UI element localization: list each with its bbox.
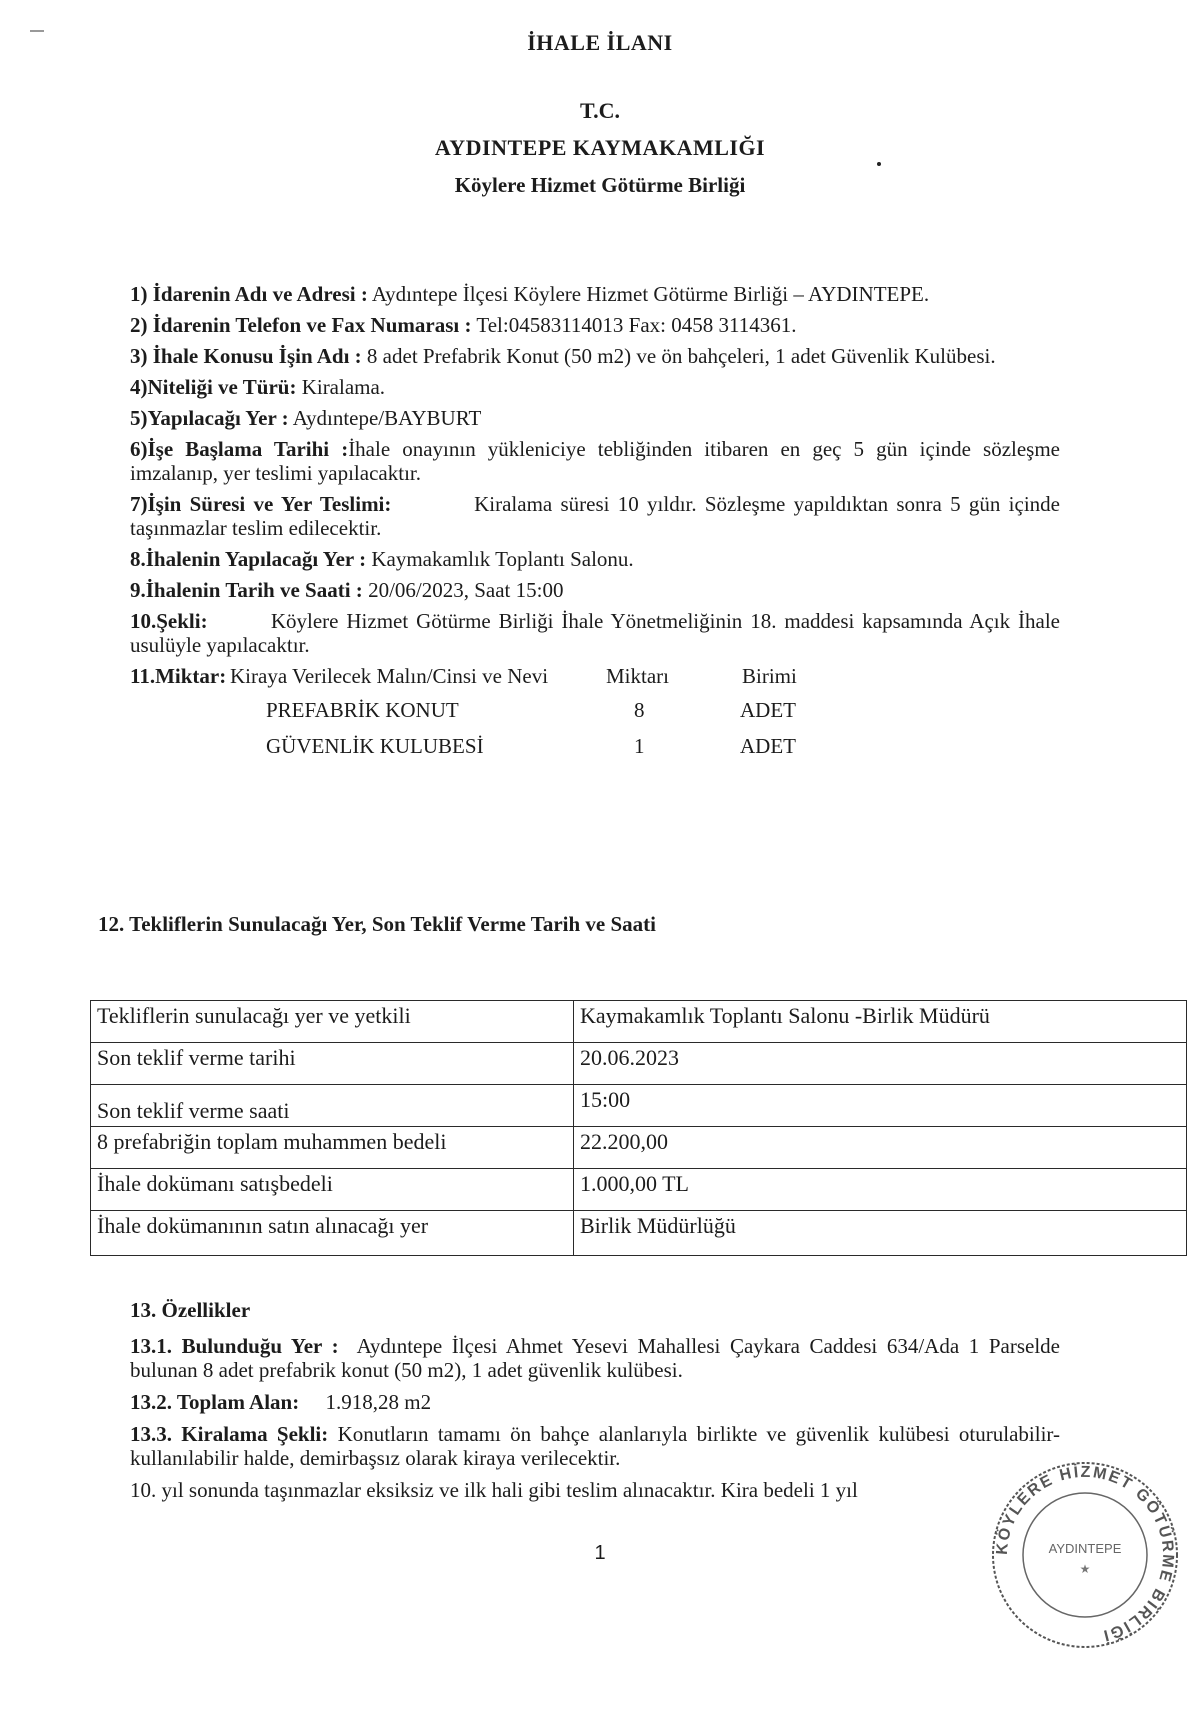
item-label: 3) İhale Konusu İşin Adı : xyxy=(130,344,362,368)
quantity-item-name: PREFABRİK KONUT xyxy=(266,698,459,722)
item-text: Konutların tamamı ön bahçe alanlarıyla birlikte ve güvenlik kulübesi oturulabilir-kullanılabilir halde, demirbaşsız olarak kiraya verilecektir. xyxy=(130,1422,1060,1470)
table-key: İhale dokümanı satışbedeli xyxy=(91,1169,574,1211)
quantity-item-count: 1 xyxy=(634,734,645,758)
item-1 xyxy=(130,282,1060,306)
item-text: 1.918,28 m2 xyxy=(299,1390,432,1414)
item-7 xyxy=(130,492,1066,540)
header-tc: T.C. xyxy=(580,98,620,123)
quantity-row xyxy=(130,698,1060,732)
section-12-title: 12. Tekliflerin Sunulacağı Yer, Son Teklif Verme Tarih ve Saati xyxy=(98,912,656,936)
section-13-item xyxy=(130,1334,1066,1382)
item-label: 13.2. Toplam Alan: xyxy=(130,1390,300,1414)
table-value: 15:00 xyxy=(574,1085,1187,1127)
quantity-item-name: GÜVENLİK KULUBESİ xyxy=(266,734,484,758)
page-number: 1 xyxy=(594,1542,606,1564)
table-key: 8 prefabriğin toplam muhammen bedeli xyxy=(91,1127,574,1169)
section-13-title: 13. Özellikler xyxy=(130,1298,251,1322)
section-13 xyxy=(130,1298,1066,1510)
item-9 xyxy=(130,578,1060,602)
item-2 xyxy=(130,313,1060,337)
item-3 xyxy=(130,344,1060,368)
svg-text:KÖYLERE HİZMET GÖTÜRME BİRLİĞİ: KÖYLERE HİZMET GÖTÜRME BİRLİĞİ xyxy=(993,1463,1177,1645)
item-text: 20/06/2023, Saat 15:00 xyxy=(362,578,564,602)
section-13-item xyxy=(130,1478,1060,1502)
item-text: Aydıntepe İlçesi Ahmet Yesevi Mahallesi Çaykara Caddesi 634/Ada 1 Parselde bulunan 8 adet prefabrik konut (50 m2), 1 adet güvenlik kulübesi. xyxy=(130,1334,1066,1382)
item-label: 6)İşe Başlama Tarihi : xyxy=(130,437,349,461)
item-text: 8 adet Prefabrik Konut (50 m2) ve ön bahçeleri, 1 adet Güvenlik Kulübesi. xyxy=(361,344,996,368)
table-value: Kaymakamlık Toplantı Salonu -Birlik Müdürü xyxy=(574,1001,1187,1043)
item-label: 4)Niteliği ve Türü: xyxy=(130,375,297,399)
notice-items xyxy=(130,282,1066,776)
item-4 xyxy=(130,375,1060,399)
document-title: İHALE İLANI xyxy=(527,30,673,55)
header-unit: Köylere Hizmet Götürme Birliği xyxy=(454,173,746,197)
item-label: 10.Şekli: xyxy=(130,609,208,633)
table-value: 22.200,00 xyxy=(574,1127,1187,1169)
quantity-label: 11.Miktar: xyxy=(130,664,227,688)
section-13-item xyxy=(130,1390,1060,1414)
item-label: 2) İdarenin Telefon ve Fax Numarası : xyxy=(130,313,472,337)
table-key: Son teklif verme tarihi xyxy=(91,1043,574,1085)
quantity-header-unit: Birimi xyxy=(742,664,797,688)
item-text: Aydıntepe/BAYBURT xyxy=(288,406,482,430)
table-row xyxy=(91,1043,1187,1085)
item-label: 13.1. Bulunduğu Yer : xyxy=(130,1334,339,1358)
scan-dot xyxy=(877,162,881,166)
svg-text:★: ★ xyxy=(1079,1562,1091,1576)
item-label: 1) İdarenin Adı ve Adresi : xyxy=(130,282,368,306)
bid-info-table xyxy=(90,1000,1187,1256)
item-label: 5)Yapılacağı Yer : xyxy=(130,406,289,430)
quantity-row xyxy=(130,734,1060,768)
quantity-block xyxy=(130,664,1060,776)
table-row xyxy=(91,1211,1187,1256)
table-row xyxy=(91,1169,1187,1211)
quantity-header-count: Miktarı xyxy=(606,664,669,688)
section-13-item xyxy=(130,1422,1060,1470)
item-label: 13.3. Kiralama Şekli: xyxy=(130,1422,329,1446)
table-key: Son teklif verme saati xyxy=(91,1085,574,1127)
quantity-item-unit: ADET xyxy=(740,698,796,722)
item-label: 8.İhalenin Yapılacağı Yer : xyxy=(130,547,367,571)
item-label: 9.İhalenin Tarih ve Saati : xyxy=(130,578,363,602)
quantity-item-unit: ADET xyxy=(740,734,796,758)
item-10 xyxy=(130,609,1066,657)
header-office: AYDINTEPE KAYMAKAMLIĞI xyxy=(434,135,766,160)
item-8 xyxy=(130,547,1060,571)
item-text: Kiralama. xyxy=(296,375,386,399)
table-row xyxy=(91,1127,1187,1169)
quantity-header-item: Kiraya Verilecek Malın/Cinsi ve Nevi xyxy=(230,664,549,688)
official-stamp-icon xyxy=(985,1455,1185,1650)
table-key: Tekliflerin sunulacağı yer ve yetkili xyxy=(91,1001,574,1043)
item-text: Kiralama süresi 10 yıldır. Sözleşme yapıldıktan sonra 5 gün içinde taşınmazlar teslim edilecektir. xyxy=(130,492,1066,540)
table-value: Birlik Müdürlüğü xyxy=(574,1211,1187,1256)
quantity-item-count: 8 xyxy=(634,698,645,722)
item-text: Kaymakamlık Toplantı Salonu. xyxy=(366,547,634,571)
item-text: Tel:04583114013 Fax: 0458 3114361. xyxy=(471,313,797,337)
item-text: Köylere Hizmet Götürme Birliği İhale Yönetmeliğinin 18. maddesi kapsamında Açık İhale usulüyle yapılacaktır. xyxy=(130,609,1066,657)
item-label: 7)İşin Süresi ve Yer Teslimi: xyxy=(130,492,392,516)
item-text: 10. yıl sonunda taşınmazlar eksiksiz ve ilk hali gibi teslim alınacaktır. Kira bedeli 1 yıl xyxy=(130,1478,858,1502)
quantity-header xyxy=(130,664,1060,694)
table-row xyxy=(91,1085,1187,1127)
table-row xyxy=(91,1001,1187,1043)
item-text: Aydıntepe İlçesi Köylere Hizmet Götürme Birliği – AYDINTEPE. xyxy=(367,282,930,306)
table-key: İhale dokümanının satın alınacağı yer xyxy=(91,1211,574,1256)
table-value: 20.06.2023 xyxy=(574,1043,1187,1085)
item-6 xyxy=(130,437,1060,485)
svg-text:AYDINTEPE: AYDINTEPE xyxy=(1048,1541,1122,1556)
item-text: İhale onayının yükleniciye tebliğinden itibaren en geç 5 gün içinde sözleşme imzalanıp, yer teslimi yapılacaktır. xyxy=(130,437,1060,485)
table-value: 1.000,00 TL xyxy=(574,1169,1187,1211)
item-5 xyxy=(130,406,1060,430)
